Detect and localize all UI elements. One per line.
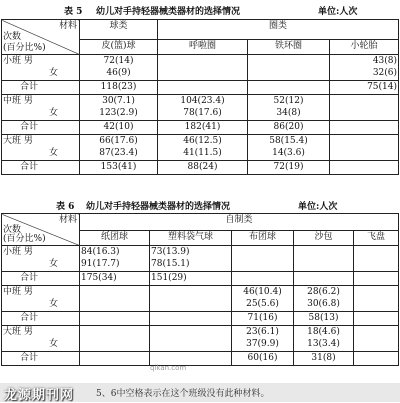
corner-material-label: 材料 <box>58 21 77 31</box>
data-cell <box>330 161 399 175</box>
data-cell <box>294 272 354 286</box>
data-cell: 58(13) <box>294 312 354 326</box>
data-cell: 88(24) <box>158 161 248 175</box>
row-label: 中班 男 女 <box>2 95 80 121</box>
data-cell <box>80 286 150 312</box>
data-cell: 84(16.3) 91(17.7) <box>80 246 150 272</box>
data-cell <box>232 246 294 272</box>
data-cell <box>158 55 248 81</box>
table6-unit: 单位:人次 <box>298 202 338 212</box>
material-header: 皮(篮)球 <box>80 39 158 54</box>
row-label: 小班 男 女 <box>2 246 80 272</box>
table-row <box>2 246 399 272</box>
data-cell <box>354 312 399 326</box>
data-cell: 52(12) 34(8) <box>248 95 330 121</box>
data-cell: 58(15.4) 14(3.6) <box>248 135 330 161</box>
row-label: 合计 <box>2 121 80 135</box>
table-row <box>2 55 399 81</box>
table5 <box>1 19 399 175</box>
material-header: 沙包 <box>294 230 354 245</box>
material-header: 纸团球 <box>80 230 150 245</box>
material-header: 铁环圈 <box>248 39 330 54</box>
material-header: 呼啦圈 <box>158 39 248 54</box>
data-cell <box>330 135 399 161</box>
data-cell: 71(16) <box>232 312 294 326</box>
data-cell <box>354 326 399 352</box>
data-cell: 151(29) <box>150 272 232 286</box>
data-cell: 28(6.2) 30(6.8) <box>294 286 354 312</box>
row-label: 合计 <box>2 312 80 326</box>
table-row <box>2 352 399 366</box>
row-label: 合计 <box>2 272 80 286</box>
data-cell <box>80 352 150 366</box>
data-cell: 46(10.4) 25(5.6) <box>232 286 294 312</box>
data-cell: 118(23) <box>80 81 158 95</box>
row-label: 合计 <box>2 352 80 366</box>
table-row <box>2 161 399 175</box>
table6-title: 幼儿对手持轻器械类器材的选择情况 <box>86 202 231 212</box>
data-cell: 72(19) <box>248 161 330 175</box>
data-cell <box>248 55 330 81</box>
footnote: 5、6中空格表示在这个班级没有此种材料。 <box>96 389 270 399</box>
data-cell: 42(10) <box>80 121 158 135</box>
material-header: 飞盘 <box>354 230 399 245</box>
row-label: 合计 <box>2 81 80 95</box>
data-cell: 73(13.9) 78(15.1) <box>150 246 232 272</box>
group-ball-header: 球类 <box>80 20 158 40</box>
data-cell: 60(16) <box>232 352 294 366</box>
data-cell <box>150 312 232 326</box>
data-cell <box>80 326 150 352</box>
row-label: 合计 <box>2 161 80 175</box>
watermark-url: qikan.com <box>150 364 187 372</box>
table5-unit: 单位:人次 <box>318 7 358 17</box>
data-cell: 182(41) <box>158 121 248 135</box>
table-row <box>2 81 399 95</box>
material-header: 小轮胎 <box>330 39 399 54</box>
data-cell <box>232 272 294 286</box>
watermark-logo: 龙源期刊网 <box>4 388 75 403</box>
data-cell <box>294 246 354 272</box>
row-label: 小班 男 女 <box>2 55 80 81</box>
group-self-made-header: 自制类 <box>80 214 399 231</box>
table-row <box>2 95 399 121</box>
material-header: 塑料袋气球 <box>150 230 232 245</box>
table-row <box>2 121 399 135</box>
row-label: 大班 男 女 <box>2 135 80 161</box>
table-row <box>2 135 399 161</box>
data-cell <box>158 81 248 95</box>
data-cell: 23(6.1) 37(9.9) <box>232 326 294 352</box>
data-cell <box>150 326 232 352</box>
corner-count-label: 次数 <box>3 225 22 235</box>
data-cell <box>80 312 150 326</box>
table-row <box>2 312 399 326</box>
data-cell: 66(17.6) 87(23.4) <box>80 135 158 161</box>
table6-number: 表 6 <box>56 202 75 212</box>
data-cell <box>330 121 399 135</box>
table-row <box>2 286 399 312</box>
corner-material-label: 材料 <box>58 215 77 225</box>
data-cell <box>354 246 399 272</box>
table5-corner <box>2 20 80 55</box>
table6 <box>1 213 399 366</box>
data-cell: 43(8) 32(6) <box>330 55 399 81</box>
data-cell: 18(4.6) 13(3.4) <box>294 326 354 352</box>
table5-title: 幼儿对手持轻器械类器材的选择情况 <box>96 7 241 17</box>
table6-corner <box>2 214 80 246</box>
row-label: 大班 男 女 <box>2 326 80 352</box>
data-cell: 86(20) <box>248 121 330 135</box>
data-cell <box>354 272 399 286</box>
row-label: 中班 男 女 <box>2 286 80 312</box>
material-header: 布团球 <box>232 230 294 245</box>
data-cell <box>150 286 232 312</box>
data-cell <box>248 81 330 95</box>
data-cell <box>354 286 399 312</box>
data-cell: 75(14) <box>330 81 399 95</box>
data-cell <box>354 352 399 366</box>
data-cell: 31(8) <box>294 352 354 366</box>
data-cell <box>330 95 399 121</box>
data-cell: 153(41) <box>80 161 158 175</box>
corner-percent-label: (百分比%) <box>3 43 46 53</box>
table-row <box>2 326 399 352</box>
data-cell: 30(7.1) 123(2.9) <box>80 95 158 121</box>
corner-percent-label: (百分比%) <box>3 234 46 244</box>
group-ring-header: 圈类 <box>158 20 399 40</box>
data-cell: 175(34) <box>80 272 150 286</box>
data-cell: 46(12.5) 41(11.5) <box>158 135 248 161</box>
data-cell: 72(14) 46(9) <box>80 55 158 81</box>
table-row <box>2 272 399 286</box>
corner-count-label: 次数 <box>3 32 22 42</box>
table5-number: 表 5 <box>64 7 83 17</box>
data-cell: 104(23.4) 78(17.6) <box>158 95 248 121</box>
